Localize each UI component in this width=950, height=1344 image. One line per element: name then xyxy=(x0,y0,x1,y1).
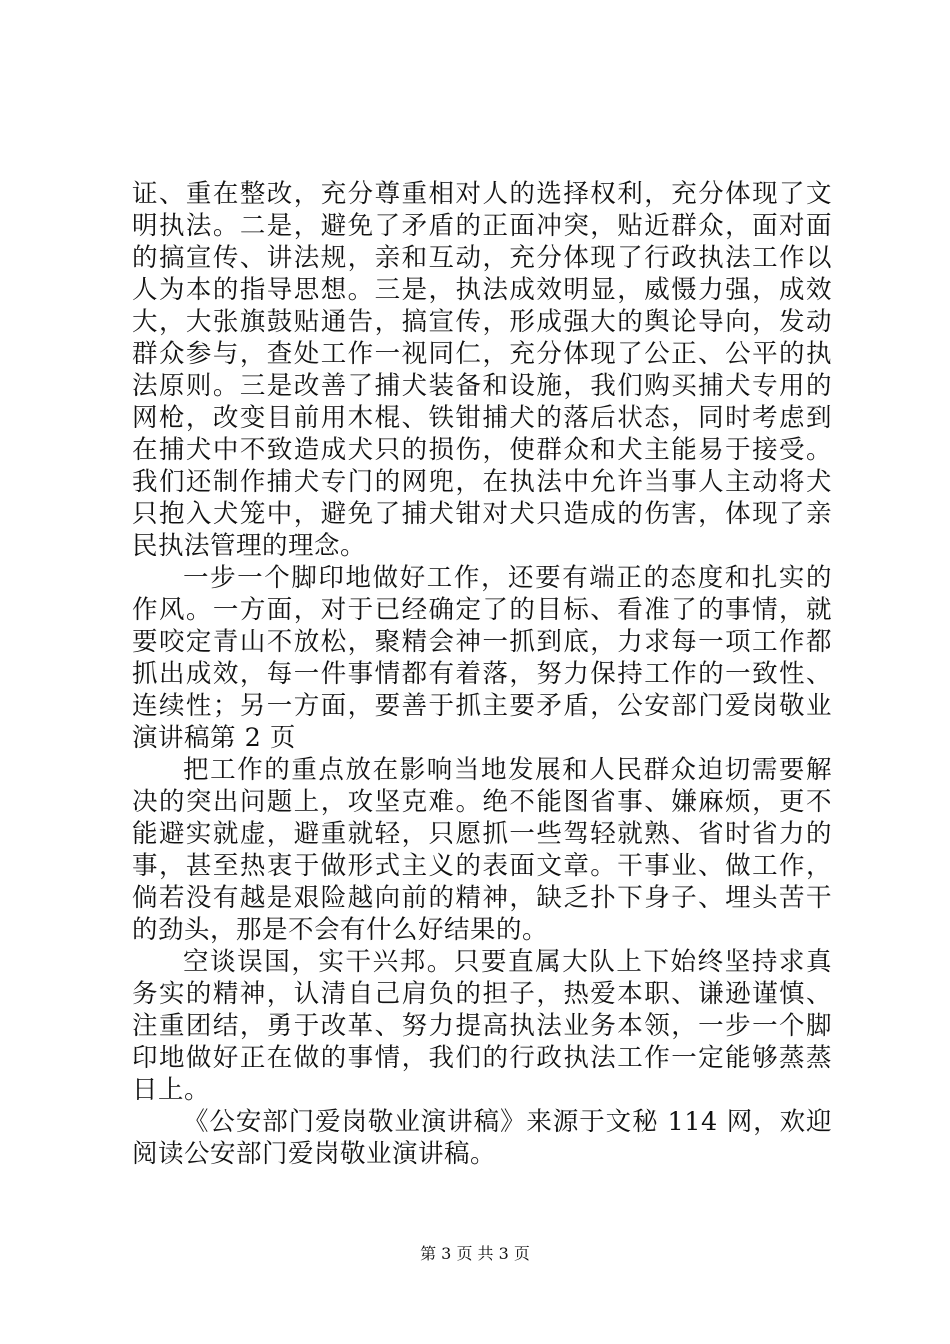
paragraph-3: 把工作的重点放在影响当地发展和人民群众迫切需要解决的突出问题上，攻坚克难。绝不能图省事、嫌麻烦，更不能避实就虚，避重就轻，只愿抓一些驾轻就熟、省时省力的事，甚至热衷于做形式主义的表面文章。干事业、做工作，倘若没有越是艰险越向前的精神，缺乏扑下身子、埋头苦干的劲头，那是不会有什么好结果的。 xyxy=(132,755,832,945)
paragraph-1: 证、重在整改，充分尊重相对人的选择权利，充分体现了文明执法。二是，避免了矛盾的正面冲突，贴近群众，面对面的搞宣传、讲法规，亲和互动，充分体现了行政执法工作以人为本的指导思想。三是，执法成效明显，威慑力强，成效大，大张旗鼓贴通告，搞宣传，形成强大的舆论导向，发动群众参与，查处工作一视同仁，充分体现了公正、公平的执法原则。三是改善了捕犬装备和设施，我们购买捕犬专用的网枪，改变目前用木棍、铁钳捕犬的落后状态，同时考虑到在捕犬中不致造成犬只的损伤，使群众和犬主能易于接受。我们还制作捕犬专门的网兜，在执法中允许当事人主动将犬只抱入犬笼中，避免了捕犬钳对犬只造成的伤害，体现了亲民执法管理的理念。 xyxy=(132,179,832,561)
page-footer: 第 3 页 共 3 页 xyxy=(420,1244,530,1263)
document-body xyxy=(132,178,832,1170)
paragraph-2: 一步一个脚印地做好工作，还要有端正的态度和扎实的作风。一方面，对于已经确定了的目标、看准了的事情，就要咬定青山不放松，聚精会神一抓到底，力求每一项工作都抓出成效，每一件事情都有着落，努力保持工作的一致性、连续性；另一方面，要善于抓主要矛盾，公安部门爱岗敬业演讲稿第 2 页 xyxy=(132,563,832,753)
paragraph-4: 空谈误国，实干兴邦。只要直属大队上下始终坚持求真务实的精神，认清自己肩负的担子，热爱本职、谦逊谨慎、注重团结，勇于改革、努力提高执法业务本领，一步一个脚印地做好正在做的事情，我们的行政执法工作一定能够蒸蒸日上。 xyxy=(132,947,832,1105)
paragraph-5: 《公安部门爱岗敬业演讲稿》来源于文秘 114 网，欢迎阅读公安部门爱岗敬业演讲稿。 xyxy=(132,1107,832,1169)
